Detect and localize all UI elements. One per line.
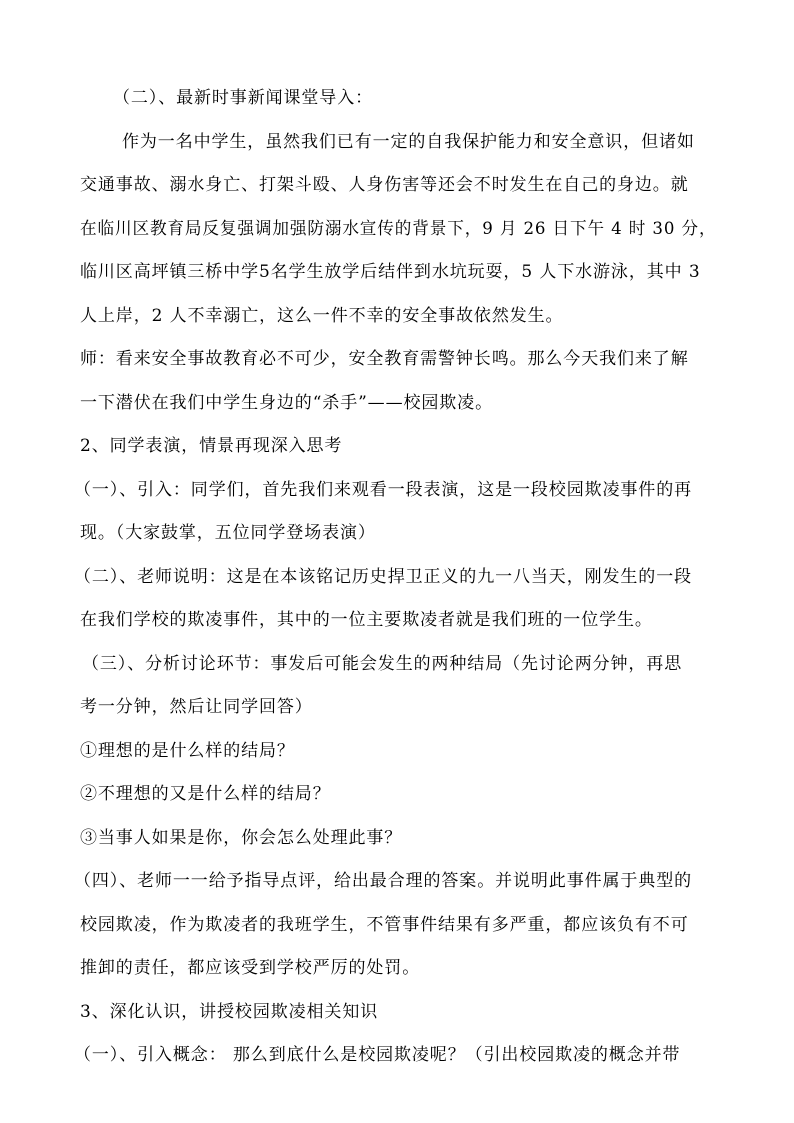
paragraph-line: 考一分钟，然后让同学回答） (80, 697, 313, 717)
paragraph-line: （三）、分析讨论环节：事发后可能会发生的两种结局（先讨论两分钟，再思 (82, 654, 683, 674)
list-item: ③当事人如果是你，你会怎么处理此事？ (80, 828, 403, 848)
paragraph-line: 校园欺凌，作为欺凌者的我班学生，不管事件结果有多严重，都应该负有不可 (80, 915, 689, 935)
paragraph-line: 在我们学校的欺凌事件，其中的一位主要欺凌者就是我们班的一位学生。 (80, 610, 653, 630)
paragraph-line: （二）、老师说明：这是在本该铭记历史捍卫正义的九一八当天，刚发生的一段 (74, 567, 692, 587)
list-item: ①理想的是什么样的结局？ (80, 741, 295, 761)
paragraph-line: 人上岸，2 人不幸溺亡，这么一件不幸的安全事故依然发生。 (80, 306, 564, 326)
paragraph-line: （一）、引入概念： 那么到底什么是校园欺凌呢？（引出校园欺凌的概念并带 (74, 1045, 681, 1065)
paragraph-line: 作为一名中学生，虽然我们已有一定的自我保护能力和安全意识，但诸如 (122, 132, 695, 152)
section-heading-news-intro: （二）、最新时事新闻课堂导入： (113, 88, 373, 108)
section-heading-performance: 2、同学表演，情景再现深入思考 (80, 436, 343, 456)
paragraph-line: （一）、引入：同学们，首先我们来观看一段表演，这是一段校园欺凌事件的再 (74, 480, 692, 500)
section-heading-knowledge: 3、深化认识，讲授校园欺凌相关知识 (80, 1002, 379, 1022)
list-item: ②不理想的又是什么样的结局？ (80, 784, 331, 804)
paragraph-line: 临川区高坪镇三桥中学5名学生放学后结伴到水坑玩耍，5 人下水游泳，其中 3 (80, 262, 701, 282)
paragraph-line: 一下潜伏在我们中学生身边的“杀手”——校园欺凌。 (80, 393, 493, 413)
paragraph-line: 在临川区教育局反复强调加强防溺水宣传的背景下，9 月 26 日下午 4 时 30 分， (80, 219, 717, 239)
paragraph-line: （四）、老师一一给予指导点评，给出最合理的答案。并说明此事件属于典型的 (74, 871, 692, 891)
paragraph-line: 推卸的责任，都应该受到学校严厉的处罚。 (80, 958, 421, 978)
paragraph-line: 现。（大家鼓掌，五位同学登场表演） (80, 523, 376, 543)
paragraph-line: 交通事故、溺水身亡、打架斗殴、人身伤害等还会不时发生在自己的身边。就 (80, 175, 689, 195)
paragraph-line: 师：看来安全事故教育必不可少，安全教育需警钟长鸣。那么今天我们来了解 (80, 349, 689, 369)
